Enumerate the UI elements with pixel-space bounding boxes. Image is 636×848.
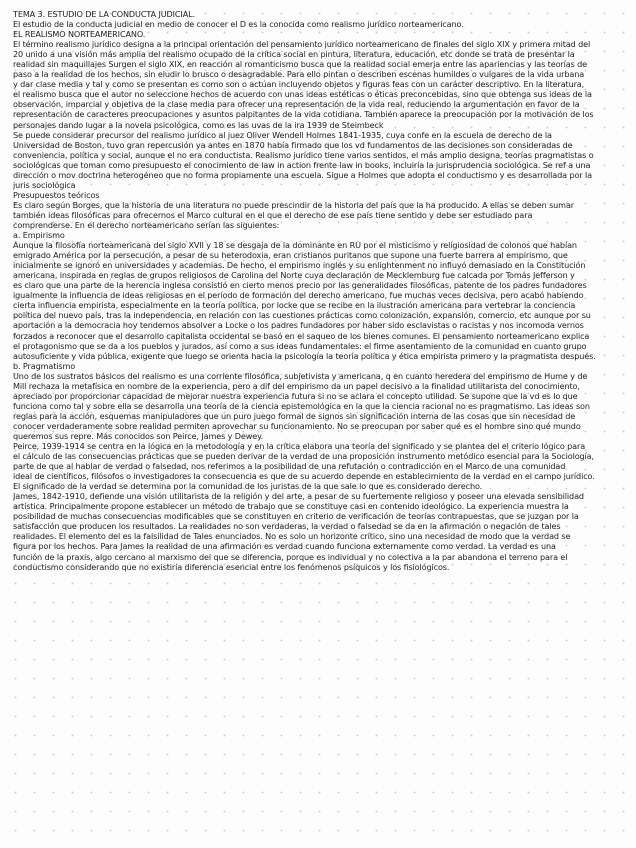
text-line-content: emigrado América por la persecución, a pesar de su heterodoxia, eran cristianos puritanos que supone una fuerte barrera al empirismo, que — [13, 250, 568, 261]
text-line-content: paso a la realidad de los hechos, sin eludir lo brusco o desagradable. Para ello pintan o describen escenas humildes o vulgares de la vida urbana — [13, 69, 585, 80]
text-line — [13, 240, 625, 250]
text-line — [13, 461, 625, 471]
text-line — [13, 331, 625, 341]
text-line — [13, 130, 625, 140]
text-line-content: Aunque la filosofía norteamericana del siglo XVII y 18 se desgaja de la dominante en RU por el misticismo y religiosidad de colonos que habían — [13, 240, 577, 251]
text-line-content: El estudio de la conducta judicial en medio de conocer el D es la conocida como realismo jurídico norteamericano. — [13, 19, 464, 30]
text-line — [13, 562, 625, 572]
text-line — [13, 99, 625, 109]
text-line — [13, 260, 625, 270]
text-line — [13, 501, 625, 511]
text-line — [13, 320, 625, 330]
text-line — [13, 310, 625, 320]
text-line-content: conocer verdaderamente sobre realidad permiten aprovechar su funcionamiento. No se preocupan por saber qué es el hombre sino qué mundo — [13, 420, 581, 431]
text-line — [13, 521, 625, 531]
text-line-content: James, 1842-1910, defiende una visión utilitarista de la religión y del arte, a pesar de su fuertemente religioso y poseer una elevada sensibilidad — [13, 491, 584, 502]
text-line — [13, 29, 625, 39]
text-line — [13, 471, 625, 481]
text-line-content: observación, imparcial y objetiva de la clase media para ofrecer una representación de la vida real, reduciendo la argumentación en favor de la — [13, 99, 580, 110]
text-line-content: reglas para la acción, esquemas manipuladores que un puro juego formal de signos sin significación interna de las cosas que sin necesidad de — [13, 410, 576, 421]
text-line-content: aportación a la democracia hoy tendemos absolver a Locke o los padres fundadores por haber sido esclavistas o racistas y nos incomoda vernos — [13, 320, 584, 331]
text-line — [13, 280, 625, 290]
text-line-content: cierta influencia empirista, especialmente en la teoría política, por locke que se recibe en la ilustración americana para vertebrar la conciencia — [13, 300, 576, 311]
text-line-content: el protagonismo que se da a los pueblos y jurados, así como a sus ideas fundamentales: el firme asentamiento de la comunidad en cuanto grupo — [13, 340, 587, 351]
text-line-content: realidades. El elemento del es la falsilidad de Tales enunciados. No es solo un horizonte crítico, sino una necesidad de modo que la verdad se — [13, 531, 571, 542]
text-line — [13, 401, 625, 411]
text-line-content: conductismo considerando que no existiría diferencia esencial entre los fenómenos psíquicos y los fisiológicos. — [13, 561, 450, 572]
text-line — [13, 109, 625, 119]
text-line-content: funciona como tal y sobre ella se desarrolla una teoría de la ciencia epistemológica en la que la ciencia racional no es pragmatismo. Las ideas son — [13, 400, 590, 411]
text-line-content: política del nuevo país, tras la independencia, en relación con las cuestiones prácticas como colonización, expansión, comercio, etc aunque por su — [13, 310, 591, 321]
text-line — [13, 381, 625, 391]
text-line-content: Es claro según Borges, que la historia de una literatura no puede prescindir de la historia del país que la ha producido. A ellas se deben sumar — [13, 199, 574, 210]
text-line-content: y dar clase media y tal y como se presentan es como son o actúan incluyendo objetos y figuras feas con un carácter descriptivo. En la literatura, — [13, 79, 585, 90]
text-line-content: conveniencia, política y social, aunque el no era conductista. Realismo jurídico tiene varios sentidos, el más amplio designa, teorías pragmatistas o — [13, 149, 594, 160]
text-line — [13, 180, 625, 190]
text-line-content: satisfacción que producen los resultados. La realidades no son verdaderas, la verdad o falsedad se da en la afirmación o negación de tales — [13, 521, 561, 532]
text-line — [13, 481, 625, 491]
text-line-content: El significado de la verdad se determina por la comunidad de los juristas de la que sale lo que es considerado derecho. — [13, 481, 483, 492]
text-line — [13, 210, 625, 220]
text-line — [13, 541, 625, 551]
text-line — [13, 531, 625, 541]
text-line — [13, 250, 625, 260]
text-line-content: queremos sus repre. Más conocidos son Peirce, James y Dewey. — [13, 430, 264, 441]
text-line-content: parte de que al hablar de verdad o falsedad, nos referimos a la posibilidad de una refutación o contradicción en el Marco de una comunidad — [13, 461, 566, 472]
text-line — [13, 69, 625, 79]
text-line — [13, 290, 625, 300]
text-line — [13, 341, 625, 351]
text-line — [13, 79, 625, 89]
text-line — [13, 200, 625, 210]
text-line — [13, 49, 625, 59]
text-line-content: Uno de los sustratos básicos del realismo es una corriente filosófica, subjetivista y americana, q en cuanto heredera del empirismo de Hume y de — [13, 370, 588, 381]
text-line-content: dirección o mov doctrina heterogéneo que no forma propiamente una escuela. Sigue a Holmes que adopta el conductismo y es desarrollada por la — [13, 169, 592, 180]
text-line-content: también ideas filosóficas para ofrecernos el Marco cultural en el que el derecho de ese país tiene sentido y debe ser estudiado para — [13, 209, 533, 220]
text-line-content: es claro que una parte de la herencia inglesa consistió en cierto menos precio por las generalidades filosóficas, patente de los padres fundadores — [13, 280, 587, 291]
text-line — [13, 421, 625, 431]
text-line — [13, 39, 625, 49]
text-line-content: Se puede considerar precursor del realismo jurídico al juez Oliver Wendell Holmes 1841-1935, cuya confe en la escuela de derecho de la — [13, 129, 552, 140]
text-line — [13, 431, 625, 441]
text-line-content: forzados a reconocer que el desarrollo capitalista occidental se basó en el saqueo de los bienes comunes. El pensamiento norteamericano explica — [13, 330, 590, 341]
text-line-content: sociológicas que toman como presupuesto el conocimiento de law in action frente law in books, incluiría la jurisprudencia sociológica. Se ref a una — [13, 159, 591, 170]
text-line — [13, 160, 625, 170]
text-line-content: figura por los hechos. Para James la realidad de una afirmación es verdad cuando funciona externamente como verdad. La verdad es una — [13, 541, 556, 552]
text-line-content: El término realismo jurídico designa a la principal orientación del pensamiento jurídico norteamericano de finales del siglo XIX y primera mitad del — [13, 39, 591, 50]
text-line — [13, 411, 625, 421]
text-line — [13, 451, 625, 461]
text-line — [13, 511, 625, 521]
document-page — [13, 9, 625, 841]
text-line — [13, 230, 625, 240]
text-line-content: Peirce, 1939-1914 se centra en la lógica en la metodología y en la crítica elabora una teoría del significado y se plantea del el criterio lógico para — [13, 441, 586, 452]
text-line-content: a. Empirismo — [13, 230, 65, 241]
text-line — [13, 140, 625, 150]
text-line-content: Mill rechaza la metafísica en nombre de la experiencia, pero a dif del empirismo da un papel decisivo a la finalidad utilitarista del conocimiento, — [13, 380, 580, 391]
text-line — [13, 361, 625, 371]
text-line — [13, 351, 625, 361]
text-line — [13, 89, 625, 99]
text-line — [13, 59, 625, 69]
text-line-content: 20 unido a una visión más amplia del realismo ocupado de la crítica social en pintura, literatura, educación, etc donde se trata de presentar la — [13, 49, 575, 60]
text-line-content: apreciado por proporcionar capacidad de mejorar nuestra experiencia futura si no se aclara el concepto utilidad. Se supone que la vd es lo que — [13, 390, 578, 401]
text-line — [13, 441, 625, 451]
text-line — [13, 19, 625, 29]
text-line-content: americana, inspirada en reglas de grupos religiosos de Carolina del Norte cuya declaración de Mecklemburg fue calcada por Tomás Jefferson y — [13, 270, 575, 281]
text-line-content: autosuficiente y vida pública, exigente que luego se orienta hacia la psicología la teoría política y ética empirista primero y la pragmatista después. — [13, 350, 596, 361]
text-line-content: TEMA 3. ESTUDIO DE LA CONDUCTA JUDICIAL. — [13, 9, 195, 19]
text-line-content: Universidad de Boston, tuvo gran repercusión ya antes en 1870 había firmado que los vd fundamentos de las decisiones son consideradas de — [13, 139, 573, 150]
text-line-content: ideal de científicos, filósofos o investigadores la consecuencia es que de su acuerdo depende en establecimiento de la verdad en el campo jurídico. — [13, 471, 595, 482]
text-line-content: comprenderse. En el derecho norteamericano serían las siguientes: — [13, 219, 280, 230]
text-line — [13, 300, 625, 310]
text-line — [13, 120, 625, 130]
page-title — [13, 9, 625, 19]
text-line-content: el cálculo de las consecuencias prácticas que se pueden derivar de la verdad de una proposición instrumento metódico esencial para la Sociología, — [13, 451, 594, 462]
text-line-content: igualmente la influencia de ideas religiosas en el período de formación del derecho americano, fue muchas veces decisiva, pero acabó habiendo — [13, 290, 584, 301]
text-line — [13, 220, 625, 230]
text-line-content: personajes dando lugar a la novela psicológica, como es las uvas de la ira 1939 de Steimbeck — [13, 119, 384, 130]
text-line-content: inicialmente se ignoró en universidades y academias. De hecho, el empirismo inglés y su enlightenment no influyó demasiado en la Constitución — [13, 260, 586, 271]
text-line-content: posibilidad de muchas consecuencias modificables que se constituyen en criterio de verificación de teorías contrapuestas, que se juzgan por la — [13, 511, 579, 522]
text-line-content: el realismo busca que el autor no seleccione hechos de acuerdo con unas ideas estéticas o éticas preconcebidas, sino que obtenga sus ideas de la — [13, 89, 592, 100]
text-line-content: representación de caracteres preocupaciones y asuntos palpitantes de la vida cotidiana. También aparece la preocupación por la motivación de los — [13, 109, 594, 120]
text-line — [13, 552, 625, 562]
text-line — [13, 491, 625, 501]
text-line-content: realidad sin maquillajes Surgen el siglo XIX, en reacción al romanticismo busca que la realidad social emerja entre las apariencias y las teorías de — [13, 59, 588, 70]
text-line — [13, 391, 625, 401]
text-line-content: juris sociológica — [13, 179, 76, 190]
text-line — [13, 150, 625, 160]
text-line-content: función de la praxis, algo cercano al marxismo del que se diferencia, porque es individual y no colectiva a la par abandona el terreno para el — [13, 551, 568, 562]
text-line — [13, 170, 625, 180]
text-line-content: Presupuestos teóricos — [13, 189, 100, 200]
text-line — [13, 190, 625, 200]
text-line — [13, 371, 625, 381]
text-line-content: b. Pragmatismo — [13, 360, 76, 371]
text-line-content: EL REALISMO NORTEAMERICANO. — [13, 29, 146, 40]
text-line-content: artística. Principalmente propone establecer un método de trabajo que se constituye casi en contenido ideológico. La experiencia muestra la — [13, 501, 569, 512]
text-line — [13, 270, 625, 280]
